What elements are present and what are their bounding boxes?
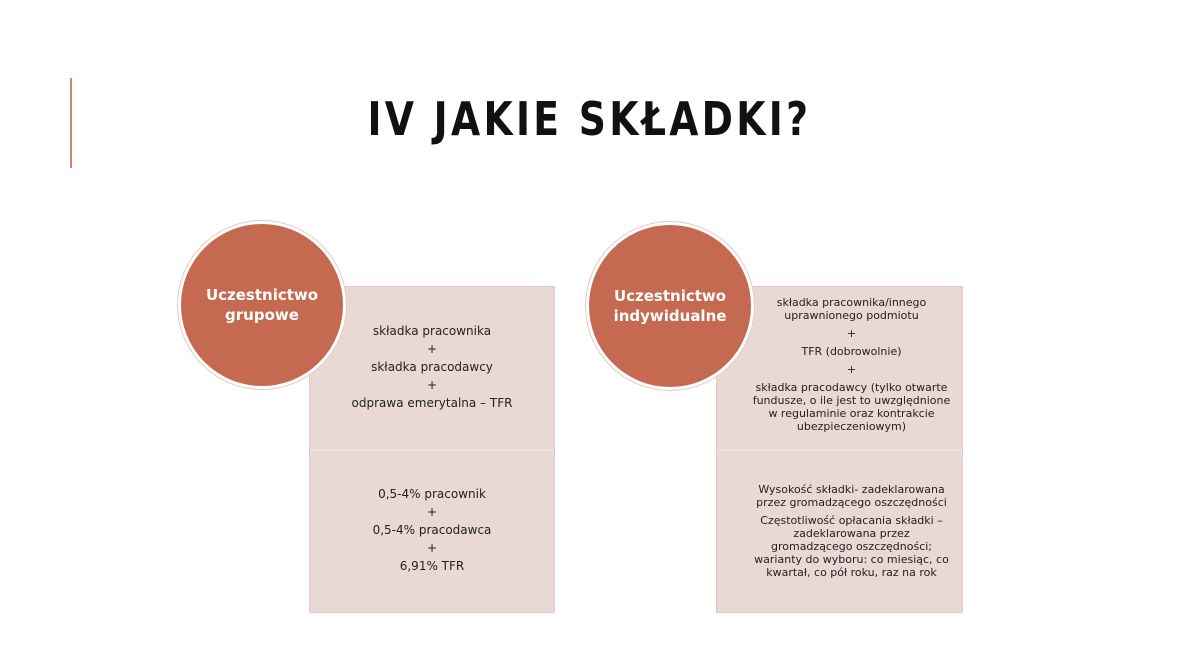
slide-title: IV JAKIE SKŁADKI? [367, 92, 812, 146]
group-content-box [309, 286, 555, 613]
group-top-line: składka pracodawcy [371, 360, 493, 374]
group-bottom-line: + [426, 541, 438, 555]
group-contributions-top [310, 322, 554, 412]
individual-top-line: uprawnionego podmiotu [784, 309, 919, 322]
individual-top-line: ubezpieczeniowym) [796, 420, 907, 433]
individual-top-line: TFR (dobrowolnie) [801, 345, 902, 358]
group-top-line: + [426, 342, 438, 356]
individual-bottom-line: warianty do wyboru: co miesiąc, co [754, 553, 949, 566]
individual-top-line: w regulaminie oraz kontrakcie [768, 407, 935, 420]
group-bottom-line: + [426, 505, 438, 519]
group-circle-line2: grupowe [225, 306, 299, 324]
individual-bottom-line: zadeklarowana przez [793, 527, 910, 540]
individual-content-box [716, 286, 963, 613]
group-top-line: odprawa emerytalna – TFR [351, 396, 513, 410]
individual-top-line: + [846, 363, 857, 376]
group-box-divider [310, 450, 554, 451]
group-bottom-line: 0,5-4% pracodawca [372, 523, 492, 537]
individual-contributions-bottom [741, 483, 962, 579]
group-circle-line1: Uczestnictwo [205, 286, 319, 304]
group-bottom-line: 0,5-4% pracownik [378, 487, 486, 501]
individual-top-line: składka pracownika/innego [776, 296, 927, 309]
individual-box-divider [717, 450, 962, 451]
individual-bottom-line: kwartał, co pół roku, raz na rok [766, 566, 937, 579]
individual-circle-line2: indywidualne [613, 307, 727, 325]
individual-bottom-line: Wysokość składki- zadeklarowana [758, 483, 945, 496]
individual-contributions-top [741, 296, 962, 433]
individual-top-line: + [846, 327, 857, 340]
individual-bottom-line: przez gromadzącego oszczędności [756, 496, 947, 509]
group-top-line: składka pracownika [372, 324, 492, 338]
group-participation-circle [178, 221, 346, 389]
individual-top-line: fundusze, o ile jest to uwzględnione [752, 394, 951, 407]
group-top-line: + [426, 378, 438, 392]
individual-bottom-line: gromadzącego oszczędności; [770, 540, 933, 553]
individual-participation-circle [586, 222, 754, 390]
group-contributions-bottom [310, 485, 554, 575]
individual-circle-line1: Uczestnictwo [613, 287, 727, 305]
group-bottom-line: 6,91% TFR [399, 559, 465, 573]
individual-bottom-line: Częstotliwość opłacania składki – [760, 514, 943, 527]
accent-line [70, 78, 72, 168]
individual-top-line: składka pracodawcy (tylko otwarte [755, 381, 948, 394]
